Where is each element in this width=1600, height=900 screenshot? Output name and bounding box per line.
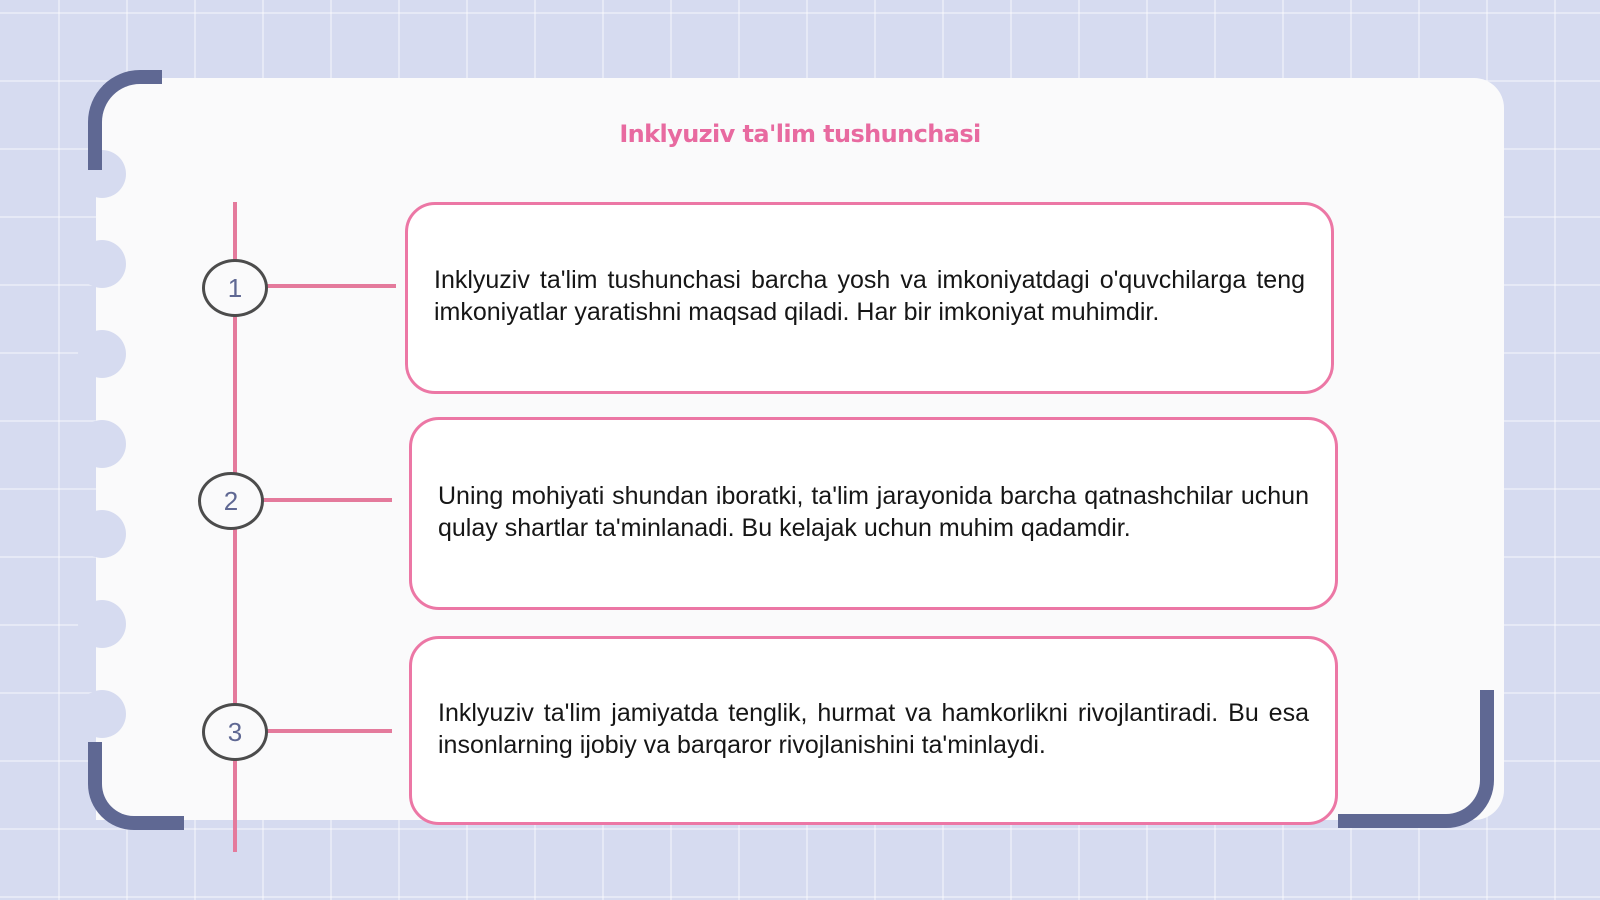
paper-punch-hole <box>78 420 126 468</box>
step-marker-2 <box>198 472 264 530</box>
frame-corner-bottom-right <box>1338 690 1494 828</box>
paper-punch-hole <box>78 240 126 288</box>
step-number: 1 <box>227 272 243 303</box>
step-number: 2 <box>223 485 239 516</box>
frame-corner-bottom-left <box>88 742 184 830</box>
slide-title: Inklyuziv ta'lim tushunchasi <box>619 120 981 148</box>
content-card-2 <box>409 417 1338 610</box>
timeline-connector <box>266 284 396 288</box>
paper-punch-hole <box>78 690 126 738</box>
card-text: Inklyuziv ta'lim tushunchasi barcha yosh va imkoniyatdagi o'quvchilarga teng imkoniyatlar yaratishni maqsad qiladi. Har bir imkoniyat muhimdir. <box>434 266 1305 326</box>
card-text: Inklyuziv ta'lim jamiyatda tenglik, hurmat va hamkorlikni rivojlantiradi. Bu esa insonlarning ijobiy va barqaror rivojlanishini ta'minlaydi. <box>438 698 1309 759</box>
step-marker-3 <box>202 703 268 761</box>
timeline-connector <box>266 729 392 733</box>
content-card-3 <box>409 636 1338 825</box>
paper-punch-hole <box>78 600 126 648</box>
paper-punch-hole <box>78 510 126 558</box>
step-marker-1 <box>202 259 268 317</box>
timeline-connector <box>262 498 392 502</box>
paper-punch-hole <box>78 330 126 378</box>
step-number: 3 <box>227 716 243 747</box>
frame-corner-top-left <box>88 70 162 170</box>
content-card-1 <box>405 202 1334 394</box>
card-text: Uning mohiyati shundan iboratki, ta'lim jarayonida barcha qatnashchilar uchun qulay shartlar ta'minlanadi. Bu kelajak uchun muhim qadamdir. <box>438 481 1309 542</box>
